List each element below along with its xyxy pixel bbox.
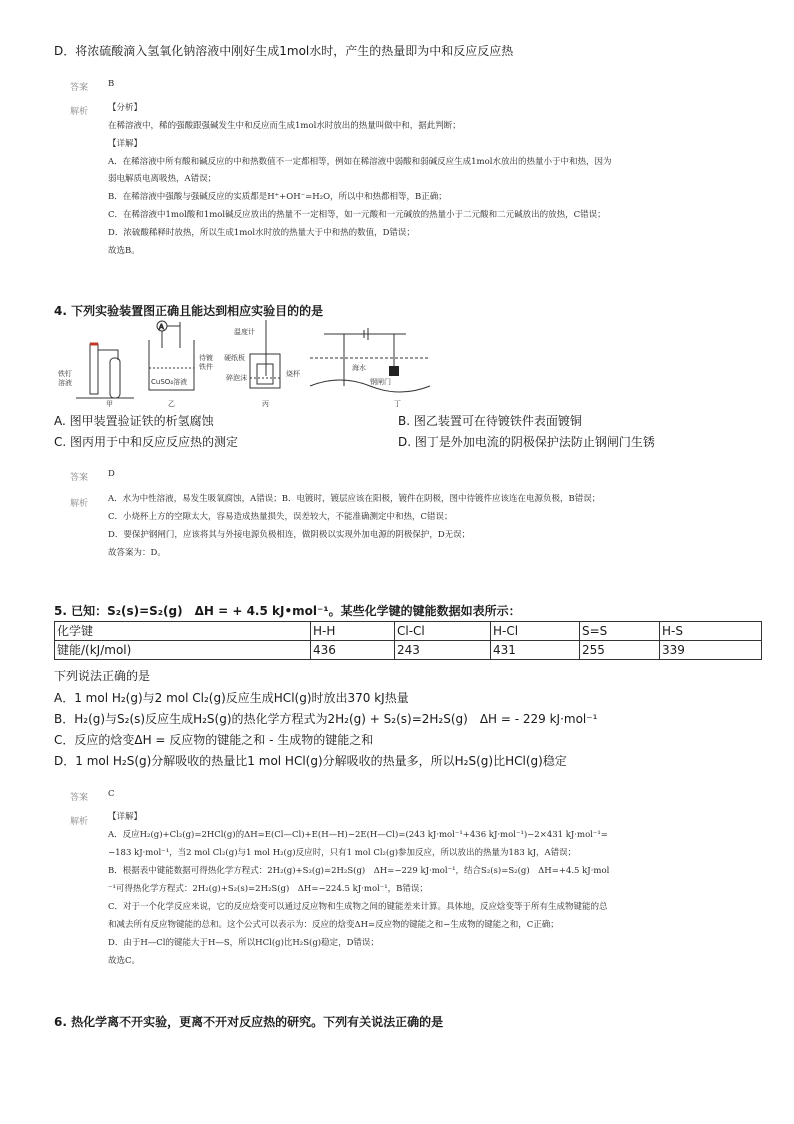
analysis-line: 故选B。	[108, 246, 140, 256]
q5-option-b: B．H₂(g)与S₂(s)反应生成H₂S(g)的热化学方程式为2H₂(g) + S₂(s)=2H₂S(g) ΔH = - 229 kJ·mol⁻¹	[54, 712, 598, 726]
q5-answer-label: 答案	[70, 793, 89, 803]
q5-option-d: D．1 mol H₂S(g)分解吸收的热量比1 mol HCl(g)分解吸收的热量多，所以H₂S(g)比HCl(g)稳定	[54, 754, 567, 768]
analysis-line: 【详解】	[108, 139, 143, 149]
q4-option-d: D. 图丁是外加电流的阴极保护法防止钢闸门生锈	[398, 435, 655, 449]
q4-option-a: A. 图甲装置验证铁的析氢腐蚀	[54, 414, 214, 428]
analysis-line: B．根据表中键能数据可得热化学方程式：2H₂(g)+S₂(g)=2H₂S(g) ΔH=−229 kJ·mol⁻¹，结合S₂(s)=S₂(g) ΔH=+4.5 kJ·mol	[108, 866, 610, 876]
svg-text:海水: 海水	[352, 364, 366, 372]
figure-label-jia: 甲	[106, 400, 113, 408]
svg-text:A: A	[159, 323, 164, 331]
q4-answer: D	[108, 469, 115, 479]
svg-text:铁件: 铁件	[199, 363, 213, 371]
q3-option-d: D．将浓硫酸滴入氢氧化钠溶液中刚好生成1mol水时，产生的热量即为中和反应反应热	[54, 44, 514, 58]
analysis-line: 故答案为：D。	[108, 548, 166, 558]
table-cell: H-S	[660, 622, 762, 641]
q4-answer-label: 答案	[70, 473, 89, 483]
table-header-row	[55, 622, 762, 641]
table-row	[55, 641, 762, 660]
bond-energy-table	[54, 621, 762, 660]
analysis-line: ⁻¹可得热化学方程式：2H₂(g)+S₂(s)=2H₂S(g) ΔH=−224.5 kJ·mol⁻¹，B错误；	[108, 884, 428, 894]
analysis-line: C．在稀溶液中1mol酸和1mol碱反应放出的热量不一定相等，如一元酸和一元碱放的热量小于二元酸和二元碱放出的放热，C错误；	[108, 210, 606, 220]
q3-answer: B	[108, 79, 115, 89]
svg-text:烧杯: 烧杯	[286, 370, 300, 378]
table-cell: H-H	[311, 622, 395, 641]
table-cell: Cl-Cl	[395, 622, 491, 641]
table-cell: 339	[660, 641, 762, 660]
svg-text:铁钉: 铁钉	[58, 370, 72, 378]
svg-text:硬纸板: 硬纸板	[224, 354, 245, 362]
q4-apparatus-figure	[54, 318, 434, 410]
table-cell: 243	[395, 641, 491, 660]
analysis-line: 【详解】	[108, 812, 143, 822]
analysis-line: D．由于H—Cl的键能大于H—S，所以HCl(g)比H₂S(g)稳定，D错误；	[108, 938, 379, 948]
q4-analysis-label: 解析	[70, 499, 89, 509]
q4-option-c: C. 图丙用于中和反应反应热的测定	[54, 435, 239, 449]
q5-analysis	[108, 808, 609, 970]
q5-title: 5. 已知：S₂(s)=S₂(g) ΔH = + 4.5 kJ•mol⁻¹。某些化学键的键能数据如表所示：	[54, 604, 521, 618]
q5-option-c: C．反应的焓变ΔH = 反应物的键能之和 - 生成物的键能之和	[54, 733, 374, 747]
svg-text:碎泡沫: 碎泡沫	[226, 374, 247, 382]
q5-analysis-label: 解析	[70, 817, 89, 827]
analysis-line: C．小烧杯上方的空隙太大，容易造成热量损失，误差较大，不能准确测定中和热，C错误；	[108, 512, 453, 522]
analysis-line: B．在稀溶液中强酸与强碱反应的实质都是H⁺+OH⁻=H₂O，所以中和热都相等，B正确；	[108, 192, 447, 202]
svg-text:CuSO₄溶液: CuSO₄溶液	[151, 378, 188, 386]
analysis-line: 在稀溶液中，稀的强酸跟强碱发生中和反应而生成1mol水时放出的热量叫做中和，据此判断；	[108, 121, 461, 131]
table-cell: 255	[580, 641, 660, 660]
svg-text:温度计: 温度计	[234, 328, 255, 336]
analysis-line: 和减去所有反应物键能的总和。这个公式可以表示为：反应的焓变ΔH=反应物的键能之和−生成物的键能之和，C正确；	[108, 920, 559, 930]
q5-stem: 下列说法正确的是	[54, 669, 151, 683]
analysis-line: A．水为中性溶液，易发生吸氧腐蚀，A错误；B．电镀时，镀层应该在阳极，镀件在阴极，图中待镀件应该连在电源负极，B错误；	[108, 494, 601, 504]
analysis-line: 【分析】	[108, 103, 143, 113]
svg-text:钢闸门: 钢闸门	[370, 378, 391, 386]
q3-analysis	[108, 99, 611, 260]
svg-text:待镀: 待镀	[199, 354, 213, 362]
q4-analysis	[108, 490, 600, 562]
q4-option-b: B. 图乙装置可在待镀铁件表面镀铜	[398, 414, 582, 428]
q5-answer: C	[108, 789, 115, 799]
table-cell: 键能/(kJ/mol)	[55, 641, 311, 660]
analysis-line: −183 kJ·mol⁻¹，当2 mol Cl₂(g)与1 mol H₂(g)反应时，只有1 mol Cl₂(g)参加反应，所以放出的热量为183 kJ，A错误；	[108, 848, 577, 858]
q6-title: 6. 热化学离不开实验，更离不开对反应热的研究。下列有关说法正确的是	[54, 1015, 444, 1029]
table-cell: H-Cl	[491, 622, 580, 641]
analysis-line: D．浓硫酸稀释时放热，所以生成1mol水时放的热量大于中和热的数值，D错误；	[108, 228, 415, 238]
analysis-line: D．要保护钢闸门，应该将其与外接电源负极相连，做阴极以实现外加电源的阴极保护，D无误；	[108, 530, 471, 540]
table-cell: 化学键	[55, 622, 311, 641]
analysis-line: A．反应H₂(g)+Cl₂(g)=2HCl(g)的ΔH=E(Cl—Cl)+E(H—H)−2E(H—Cl)=(243 kJ·mol⁻¹+436 kJ·mol⁻¹)−2×431 kJ·mol⁻¹=	[108, 830, 608, 840]
analysis-line: A．在稀溶液中所有酸和碱反应的中和热数值不一定都相等，例如在稀溶液中弱酸和弱碱反应生成1mol水放出的热量小于中和热，因为	[108, 157, 612, 167]
analysis-line: 弱电解质电离吸热，A错误；	[108, 174, 217, 184]
analysis-line: C．对于一个化学反应来说，它的反应焓变可以通过反应物和生成物之间的键能差来计算。具体地，反应焓变等于所有生成物键能的总	[108, 902, 608, 912]
figure-label-ding: 丁	[394, 400, 401, 408]
table-cell: S=S	[580, 622, 660, 641]
table-cell: 431	[491, 641, 580, 660]
analysis-line: 故选C。	[108, 956, 141, 966]
figure-label-yi: 乙	[168, 400, 175, 408]
svg-text:溶液: 溶液	[58, 379, 72, 387]
q5-option-a: A．1 mol H₂(g)与2 mol Cl₂(g)反应生成HCl(g)时放出370 kJ热量	[54, 691, 409, 705]
q4-title: 4. 下列实验装置图正确且能达到相应实验目的的是	[54, 304, 324, 318]
table-cell: 436	[311, 641, 395, 660]
q3-analysis-label: 解析	[70, 107, 89, 117]
q3-answer-label: 答案	[70, 83, 89, 93]
figure-label-bing: 丙	[262, 400, 269, 408]
